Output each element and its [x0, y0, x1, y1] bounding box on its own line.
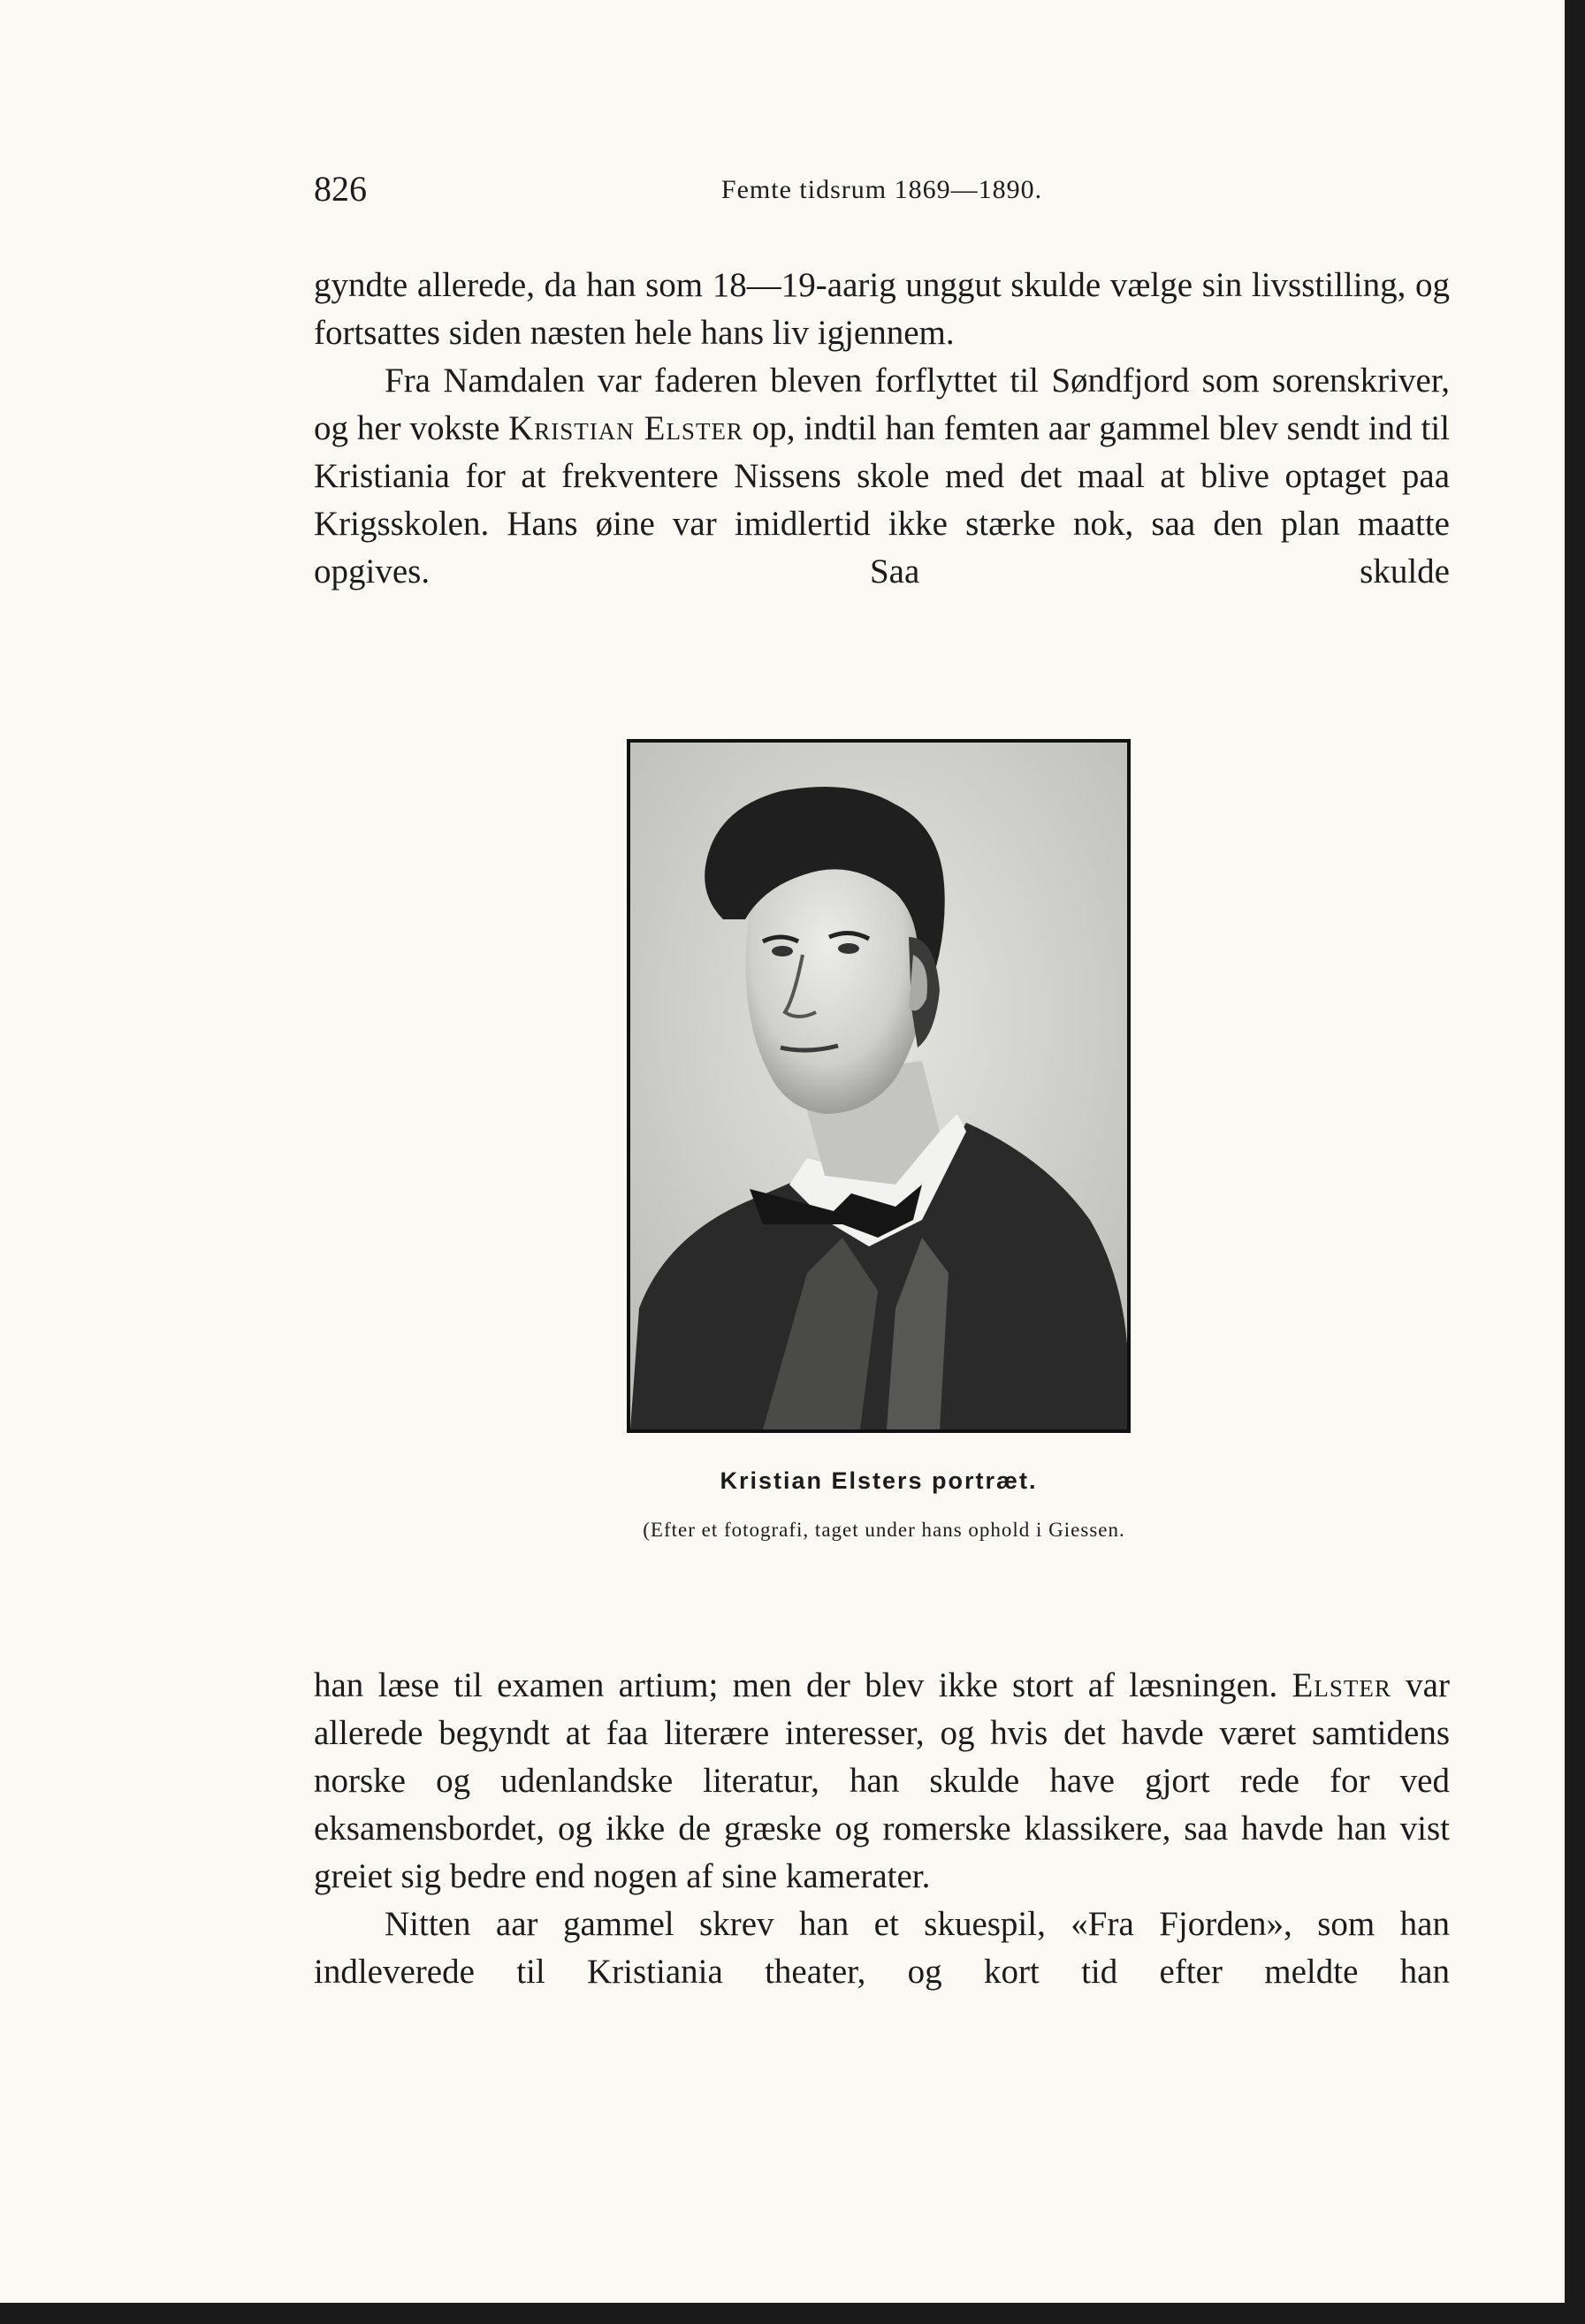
- paragraph-continued: [314, 262, 1450, 357]
- bottom-text-block: [314, 1662, 1450, 1996]
- top-text-block: [314, 262, 1450, 596]
- figure-caption-source: (Efter et fotografi, taget under hans ophold i Giessen.: [643, 1519, 1125, 1541]
- page-header: [314, 168, 1450, 221]
- portrait-illustration: [630, 743, 1127, 1429]
- person-name: Kristian Elster: [508, 409, 743, 447]
- paragraph-text: Nitten aar gammel skrev han et skuespil, «Fra Fjorden», som han indleverede til Kristiania theater, og kort tid efter meldte han: [314, 1905, 1450, 1991]
- portrait-photograph: [627, 739, 1131, 1433]
- paragraph-text: var allerede begyndt at faa literære interesser, og hvis det havde været samtidens norske og udenlandske literatur, han skulde have gjort rede for ved eksamensbordet, og ikke de græske og romerske klassikere, saa havde han vist greiet sig bedre end nogen af sine kamerater.: [314, 1666, 1450, 1895]
- paragraph-text: han læse til examen artium; men der blev ikke stort af læsningen.: [314, 1666, 1292, 1704]
- person-name: Elster: [1292, 1666, 1391, 1704]
- paragraph-text: Fra Namdalen var faderen bleven forflyttet til Søndfjord som sorenskriver, og her vokste: [314, 362, 1450, 447]
- page-number: 826: [314, 169, 367, 209]
- paragraph-text: op, indtil han femten aar gammel blev sendt ind til Kristiania for at frekventere Nissens skole med det maal at blive optaget paa Krigsskolen. Hans øine var imidlertid ikke stærke nok, saa den plan maatte opgives. Saa skulde: [314, 409, 1450, 591]
- paragraph-continued: [314, 1662, 1450, 1901]
- paragraph-text: gyndte allerede, da han som 18—19-aarig unggut skulde vælge sin livsstilling, og fortsattes siden næsten hele hans liv igjennem.: [314, 266, 1450, 352]
- figure-caption-title: Kristian Elsters portræt.: [720, 1467, 1038, 1494]
- running-head: Femte tidsrum 1869—1890.: [720, 175, 1043, 204]
- paragraph: [314, 357, 1450, 596]
- paragraph: [314, 1901, 1450, 1996]
